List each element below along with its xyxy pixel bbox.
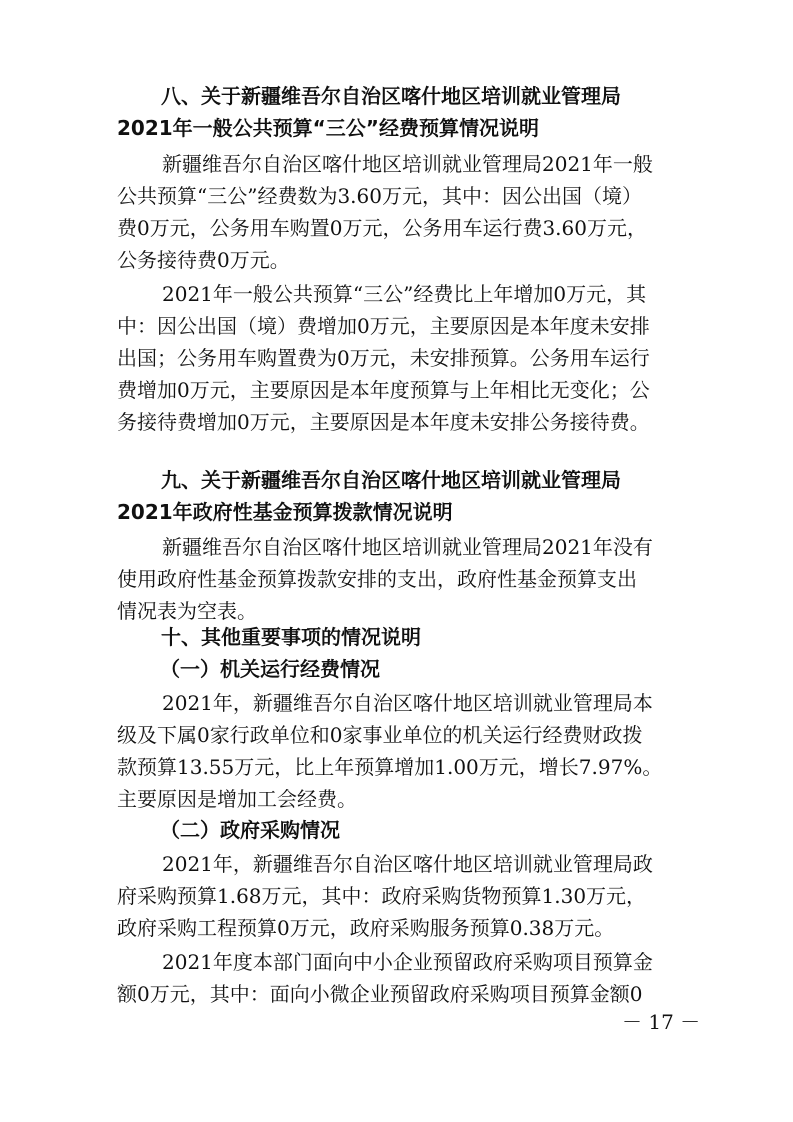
section10-sub2-para2-line1: 2021年度本部门面向中小企业预留政府采购项目预算金 <box>162 950 653 974</box>
section9-title-line2: 2021年政府性基金预算拨款情况说明 <box>117 500 453 524</box>
section8-para1-line1: 新疆维吾尔自治区喀什地区培训就业管理局2021年一般 <box>162 152 653 176</box>
section10-sub1-para-line1: 2021年，新疆维吾尔自治区喀什地区培训就业管理局本 <box>162 691 653 715</box>
section8-para1-line3: 费0万元，公务用车购置0万元，公务用车运行费3.60万元， <box>117 216 647 240</box>
section10-sub1-title: （一）机关运行经费情况 <box>160 657 380 681</box>
section10-sub2-para1-line3: 政府采购工程预算0万元，政府采购服务预算0.38万元。 <box>117 916 615 940</box>
section9-para1-line3: 情况表为空表。 <box>117 599 257 623</box>
section8-title-line1: 八、关于新疆维吾尔自治区喀什地区培训就业管理局 <box>161 84 621 108</box>
section9-para1-line1: 新疆维吾尔自治区喀什地区培训就业管理局2021年没有 <box>162 535 653 559</box>
section10-title: 十、其他重要事项的情况说明 <box>161 625 421 649</box>
section8-para1-line4: 公务接待费0万元。 <box>117 248 290 272</box>
section10-sub2-para1-line1: 2021年，新疆维吾尔自治区喀什地区培训就业管理局政 <box>162 852 653 876</box>
section10-sub1-para-line2: 级及下属0家行政单位和0家事业单位的机关运行经费财政拨 <box>117 723 643 747</box>
section10-sub2-para1-line2: 府采购预算1.68万元，其中：政府采购货物预算1.30万元， <box>117 884 647 908</box>
section8-para2-line4: 费增加0万元，主要原因是本年度预算与上年相比无变化；公 <box>117 378 650 402</box>
section8-para2-line1: 2021年一般公共预算“三公”经费比上年增加0万元，其 <box>162 282 647 306</box>
section10-sub2-title: （二）政府采购情况 <box>160 818 340 842</box>
section9-para1-line2: 使用政府性基金预算拨款安排的支出，政府性基金预算支出 <box>117 567 637 591</box>
section10-sub1-para-line3: 款预算13.55万元，比上年预算增加1.00万元，增长7.97%。 <box>117 755 663 779</box>
section8-para2-line2: 中：因公出国（境）费增加0万元，主要原因是本年度未安排 <box>117 314 650 338</box>
section8-para2-line3: 出国；公务用车购置费为0万元，未安排预算。公务用车运行 <box>117 346 650 370</box>
section8-para1-line2: 公共预算“三公”经费数为3.60万元，其中：因公出国（境） <box>117 184 642 208</box>
page-number: － 17 － <box>622 1010 701 1034</box>
section8-para2-line5: 务接待费增加0万元，主要原因是本年度未安排公务接待费。 <box>117 410 650 434</box>
section8-title-line2: 2021年一般公共预算“三公”经费预算情况说明 <box>117 116 539 140</box>
section9-title-line1: 九、关于新疆维吾尔自治区喀什地区培训就业管理局 <box>161 468 621 492</box>
section10-sub2-para2-line2: 额0万元，其中：面向小微企业预留政府采购项目预算金额0 <box>117 982 643 1006</box>
section10-sub1-para-line4: 主要原因是增加工会经费。 <box>117 787 357 811</box>
